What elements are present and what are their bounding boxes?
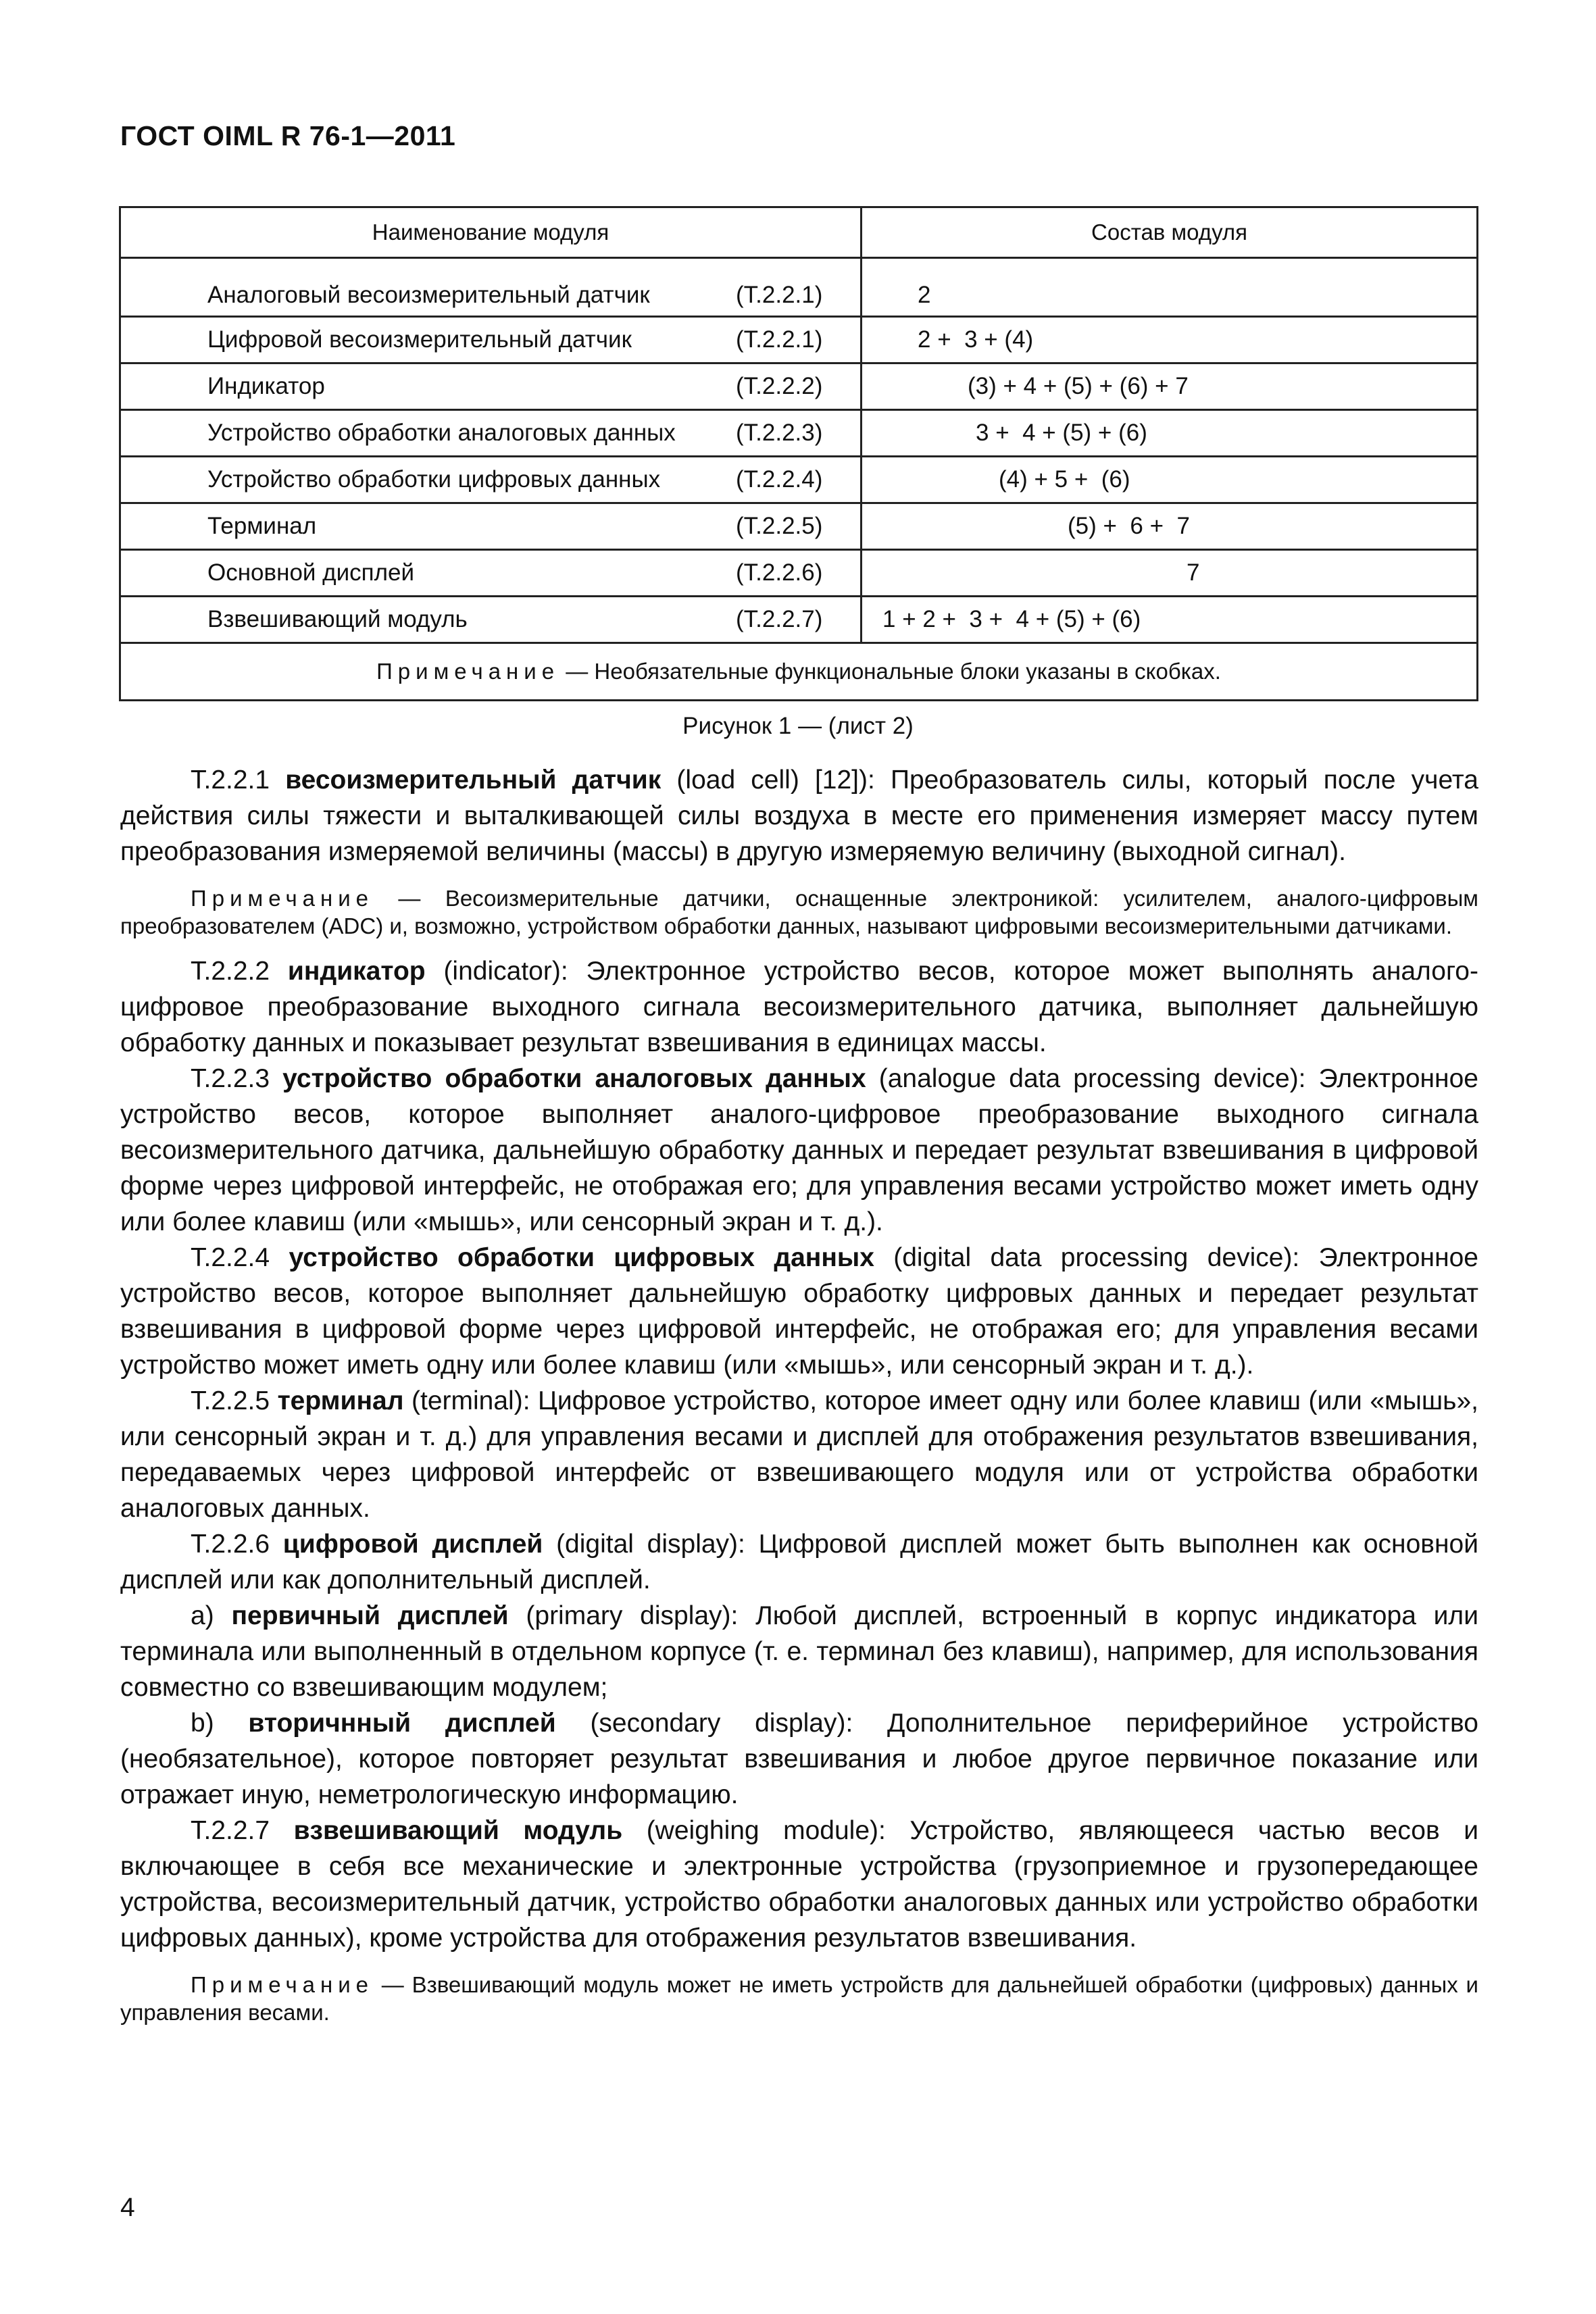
- table-row: [120, 550, 1478, 597]
- defined-term: устройство обработки цифровых данных: [289, 1243, 874, 1272]
- definition-text: (primary display): Любой дисплей, встроенный в корпус индикатора или терминала или выполненный в отдельном корпусе (т. е. терминал без клавиш), например, для использования совместно со взвешивающим модулем;: [120, 1601, 1478, 1702]
- clause-number: T.2.2.3: [191, 1064, 283, 1093]
- document-body: [120, 762, 1478, 2040]
- figure-caption: Рисунок 1 — (лист 2): [682, 713, 914, 739]
- module-composition: 2: [918, 282, 931, 308]
- clause-number: a): [191, 1601, 232, 1630]
- module-composition: 7: [1187, 559, 1200, 586]
- module-composition: (4) + 5 + (6): [999, 466, 1130, 493]
- definition-text: (digital display): Цифровой дисплей может быть выполнен как основной дисплей или как дополнительный дисплей.: [120, 1530, 1479, 1594]
- module-name: Аналоговый весоизмерительный датчик: [207, 282, 650, 308]
- module-table: [119, 206, 1478, 701]
- clause-number: T.2.2.6: [191, 1530, 283, 1559]
- clause-number: T.2.2.2: [191, 957, 288, 986]
- module-code: (T.2.2.1): [736, 282, 823, 308]
- module-name: Индикатор: [207, 373, 325, 399]
- defined-term: индикатор: [287, 957, 426, 986]
- note-label: Примечание: [191, 886, 374, 911]
- definition-paragraph: [120, 1813, 1478, 1956]
- module-name: Основной дисплей: [207, 559, 415, 586]
- table-row: [120, 363, 1478, 410]
- module-code: (T.2.2.6): [736, 559, 823, 586]
- definition-paragraph: [120, 1383, 1478, 1526]
- module-name: Цифровой весоизмерительный датчик: [207, 326, 632, 353]
- module-code: (T.2.2.7): [736, 606, 823, 632]
- table-row: [120, 457, 1478, 503]
- module-code: (T.2.2.3): [736, 420, 823, 446]
- note-text: — Весоизмерительные датчики, оснащенные электроникой: усилителем, аналого-цифровым преобразователем (ADC) и, возможно, устройством обработки данных, называют цифровыми весоизмерительными датчиками.: [120, 886, 1478, 938]
- module-code: (T.2.2.5): [736, 513, 823, 539]
- definition-paragraph: [120, 1240, 1478, 1383]
- table-row: [120, 258, 1478, 317]
- definition-text: (indicator): Электронное устройство весов, которое может выполнять аналого-цифровое преобразование выходного сигнала весоизмерительного датчика, выполняет дальнейшую обработку данных и показывает результат взвешивания в единицах массы.: [120, 957, 1478, 1057]
- table-note-row: [120, 643, 1478, 701]
- definition-paragraph: [120, 1598, 1478, 1705]
- table-row: [120, 410, 1478, 457]
- module-code: (T.2.2.2): [736, 373, 823, 399]
- definition-paragraph: [120, 953, 1478, 1061]
- table-row: [120, 503, 1478, 550]
- definition-text: (terminal): Цифровое устройство, которое имеет одну или более клавиш (или «мышь», или сенсорный экран и т. д.) для управления весами и дисплей для отображения результатов взвешивания, передаваемых через цифровой интерфейс от взвешивающего модуля или от устройства обработки аналоговых данных.: [120, 1386, 1478, 1523]
- defined-term: вторичнный дисплей: [248, 1709, 556, 1738]
- clause-number: T.2.2.5: [191, 1386, 278, 1415]
- definition-text: (secondary display): Дополнительное периферийное устройство (необязательное), которое повторяет результат взвешивания и любое другое первичное показание или отражает иную, неметрологическую информацию.: [120, 1709, 1478, 1809]
- column-header-module-composition: Состав модуля: [862, 207, 1478, 258]
- column-header-module-name: Наименование модуля: [120, 207, 862, 258]
- module-composition: 2 + 3 + (4): [918, 326, 1034, 353]
- note-text: — Взвешивающий модуль может не иметь устройств для дальнейшей обработки (цифровых) данных и управления весами.: [120, 1972, 1478, 2025]
- note-text: — Необязательные функциональные блоки указаны в скобках.: [559, 659, 1221, 684]
- module-name: Взвешивающий модуль: [207, 606, 468, 632]
- table-header-row: [120, 207, 1478, 258]
- note-paragraph: [120, 884, 1478, 940]
- clause-number: T.2.2.4: [191, 1243, 289, 1272]
- table-row: [120, 317, 1478, 363]
- definition-paragraph: [120, 1526, 1478, 1598]
- clause-number: T.2.2.7: [191, 1816, 294, 1845]
- definition-paragraph: [120, 762, 1478, 870]
- defined-term: цифровой дисплей: [282, 1530, 543, 1559]
- defined-term: первичный дисплей: [231, 1601, 509, 1630]
- definition-paragraph: [120, 1705, 1478, 1813]
- module-code: (T.2.2.1): [736, 326, 823, 353]
- clause-number: T.2.2.1: [191, 765, 286, 795]
- note-label: Примечание: [191, 1972, 374, 1997]
- defined-term: весоизмерительный датчик: [285, 765, 662, 795]
- definition-text: (analogue data processing device): Электронное устройство весов, которое выполняет аналого-цифровое преобразование выходного сигнала весоизмерительного датчика, дальнейшую обработку данных и передает результат взвешивания в цифровой форме через цифровой интерфейс, не отображая его; для управления весами устройство может иметь одну или более клавиш (или «мышь», или сенсорный экран и т. д.).: [120, 1064, 1478, 1236]
- module-name: Устройство обработки цифровых данных: [207, 466, 661, 493]
- module-composition: (3) + 4 + (5) + (6) + 7: [968, 373, 1189, 399]
- definition-paragraph: [120, 1061, 1478, 1240]
- note-paragraph: [120, 1971, 1478, 2026]
- page-number: 4: [120, 2193, 135, 2222]
- definition-text: (load cell) [12]): Преобразователь силы, который после учета действия силы тяжести и выталкивающей силы воздуха в месте его применения измеряет массу путем преобразования измеряемой величины (массы) в другую измеряемую величину (выходной сигнал).: [120, 765, 1478, 866]
- definition-text: (weighing module): Устройство, являющееся частью весов и включающее в себя все механические и электронные устройства (грузоприемное и грузопередающее устройства, весоизмерительный датчик, устройство обработки аналоговых данных или устройство обработки цифровых данных), кроме устройства для отображения результатов взвешивания.: [120, 1816, 1478, 1953]
- module-name: Терминал: [207, 513, 317, 539]
- module-name: Устройство обработки аналоговых данных: [207, 420, 676, 446]
- module-composition: 1 + 2 + 3 + 4 + (5) + (6): [882, 606, 1141, 632]
- defined-term: устройство обработки аналоговых данных: [282, 1064, 866, 1093]
- module-composition: 3 + 4 + (5) + (6): [976, 420, 1147, 446]
- definition-text: (digital data processing device): Электронное устройство весов, которое выполняет дальнейшую обработку цифровых данных и передает результат взвешивания в цифровой форме через цифровой интерфейс, не отображая его; для управления весами устройство может иметь одну или более клавиш (или «мышь», или сенсорный экран и т. д.).: [120, 1243, 1478, 1380]
- module-composition: (5) + 6 + 7: [1068, 513, 1190, 539]
- module-code: (T.2.2.4): [736, 466, 823, 493]
- table-row: [120, 597, 1478, 643]
- document-header: ГОСТ OIML R 76-1—2011: [120, 120, 456, 151]
- defined-term: терминал: [277, 1386, 404, 1415]
- clause-number: b): [191, 1709, 249, 1738]
- defined-term: взвешивающий модуль: [293, 1816, 623, 1845]
- note-label: Примечание: [376, 659, 560, 684]
